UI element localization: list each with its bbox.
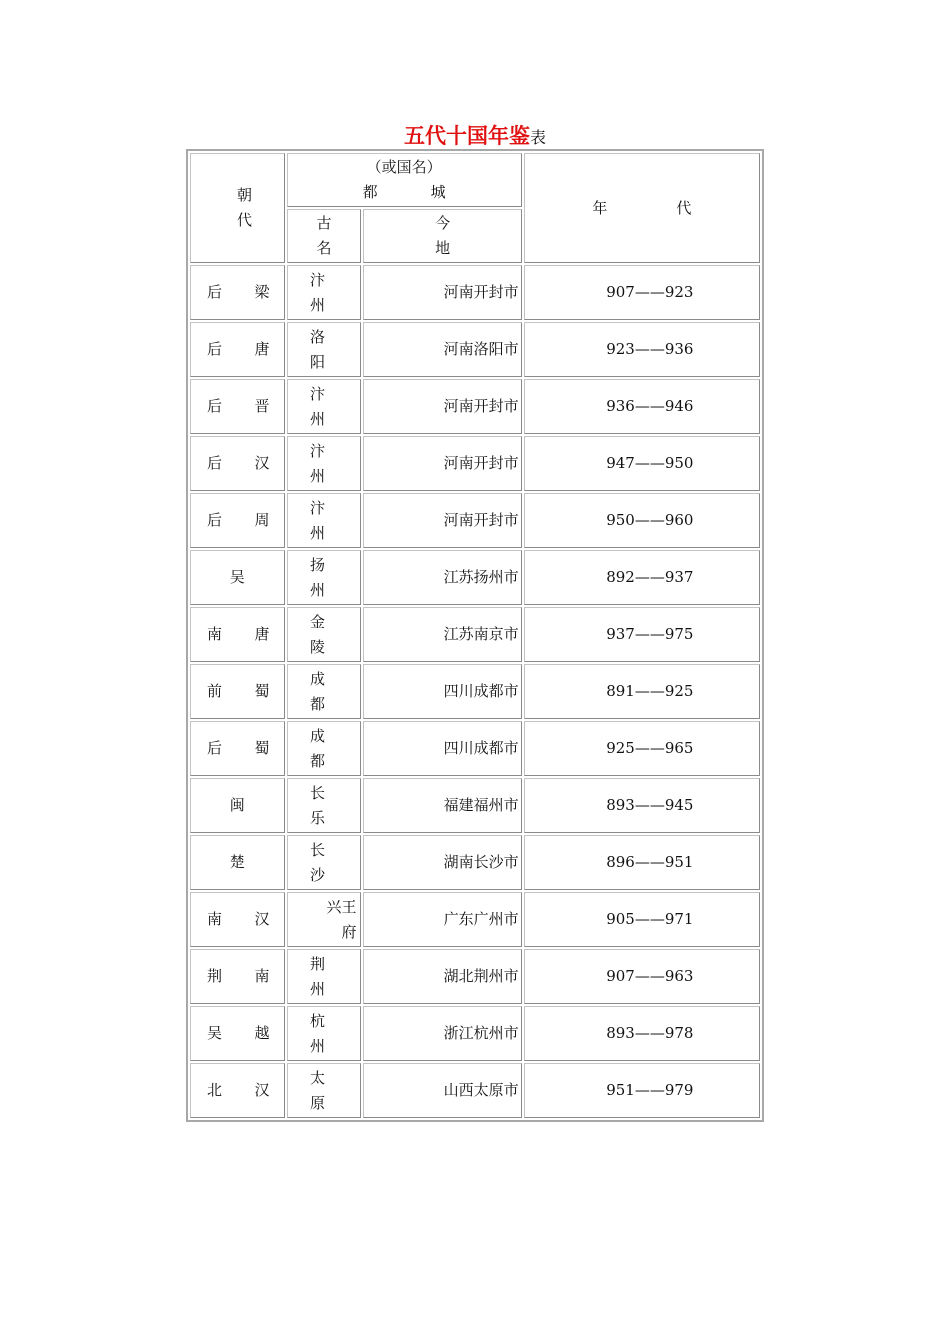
now-place-cell: 湖北荆州市	[363, 949, 521, 1004]
table-row	[190, 379, 760, 434]
dynasty-char: 越	[254, 1024, 270, 1042]
years-text: 947——950	[606, 454, 694, 472]
years-text: 891——925	[606, 682, 694, 700]
dynasty-char: 唐	[254, 340, 270, 358]
header-now-place	[363, 209, 521, 263]
header-now-place-char: 地	[435, 239, 451, 257]
header-capital-note: （或国名）	[366, 158, 442, 176]
dynasty-char: 汉	[254, 454, 270, 472]
now-place-cell: 山西太原市	[363, 1063, 521, 1118]
dynasty-cell	[190, 607, 285, 662]
old-name-text: 成都	[309, 726, 325, 770]
table-row	[190, 265, 760, 320]
dynasty-char: 后	[207, 454, 223, 472]
now-place-cell: 浙江杭州市	[363, 1006, 521, 1061]
table-row	[190, 1063, 760, 1118]
now-place-cell: 湖南长沙市	[363, 835, 521, 890]
years-cell	[524, 379, 760, 434]
old-name-text: 扬州	[309, 555, 325, 599]
years-cell	[524, 322, 760, 377]
years-cell	[524, 778, 760, 833]
dynasty-char: 汉	[254, 1081, 270, 1099]
table-row	[190, 664, 760, 719]
dynasty-cell	[190, 436, 285, 491]
dynasty-cell	[190, 493, 285, 548]
years-cell	[524, 721, 760, 776]
years-text: 937——975	[606, 625, 694, 643]
dynasty-cell	[190, 379, 285, 434]
now-place-cell: 河南洛阳市	[363, 322, 521, 377]
dynasty-char: 后	[207, 340, 223, 358]
years-text: 907——923	[606, 283, 694, 301]
old-name-text: 成都	[309, 669, 325, 713]
title-main: 五代十国年鉴	[403, 124, 530, 148]
header-year-char: 代	[676, 198, 692, 217]
dynasty-char: 蜀	[254, 739, 270, 757]
old-name-cell	[287, 664, 362, 719]
now-place-cell: 河南开封市	[363, 379, 521, 434]
now-place-cell: 四川成都市	[363, 721, 521, 776]
table-row	[190, 778, 760, 833]
table-row	[190, 721, 760, 776]
dynasty-cell	[190, 265, 285, 320]
years-cell	[524, 892, 760, 947]
dynasty-char: 前	[207, 682, 223, 700]
now-place-cell: 四川成都市	[363, 664, 521, 719]
header-dynasty	[190, 153, 285, 263]
old-name-cell	[287, 1063, 362, 1118]
old-name-cell	[287, 835, 362, 890]
now-place-cell: 福建福州市	[363, 778, 521, 833]
old-name-cell	[287, 1006, 362, 1061]
dynasty-cell	[190, 949, 285, 1004]
header-row	[190, 153, 760, 207]
table-row	[190, 322, 760, 377]
years-cell	[524, 1063, 760, 1118]
dynasty-char: 吴	[229, 568, 245, 586]
years-cell	[524, 1006, 760, 1061]
header-year-char: 年	[592, 198, 608, 217]
dynasty-char: 晋	[254, 397, 270, 415]
old-name-text: 汴州	[309, 498, 325, 542]
header-old-name-char: 古	[316, 214, 332, 232]
header-dynasty-char: 代	[237, 211, 253, 229]
dynasty-char: 南	[207, 910, 223, 928]
header-old-name-char: 名	[316, 239, 332, 257]
old-name-cell	[287, 379, 362, 434]
old-name-cell	[287, 721, 362, 776]
years-cell	[524, 265, 760, 320]
years-text: 936——946	[606, 397, 694, 415]
dynasty-char: 后	[207, 283, 223, 301]
years-cell	[524, 664, 760, 719]
old-name-text: 荆州	[309, 954, 325, 998]
title-suffix: 表	[529, 128, 546, 147]
dynasty-char: 周	[254, 511, 270, 529]
table-row	[190, 835, 760, 890]
header-dynasty-char: 朝	[237, 186, 253, 204]
now-place-cell: 河南开封市	[363, 436, 521, 491]
header-now-place-char: 今	[435, 214, 451, 232]
years-text: 905——971	[606, 910, 694, 928]
years-text: 893——945	[606, 796, 694, 814]
years-text: 896——951	[606, 853, 694, 871]
dynasty-char: 闽	[229, 796, 245, 814]
old-name-cell	[287, 493, 362, 548]
table-row	[190, 607, 760, 662]
years-text: 925——965	[606, 739, 694, 757]
years-text: 950——960	[606, 511, 694, 529]
now-place-cell: 河南开封市	[363, 493, 521, 548]
old-name-text: 汴州	[309, 441, 325, 485]
header-capital-char: 城	[430, 183, 446, 201]
table-row	[190, 892, 760, 947]
years-cell	[524, 607, 760, 662]
old-name-text: 长乐	[309, 783, 325, 827]
dynasty-char: 北	[207, 1081, 223, 1099]
dynasty-cell	[190, 1006, 285, 1061]
table-row	[190, 949, 760, 1004]
dynasty-char: 汉	[254, 910, 270, 928]
dynasty-cell	[190, 721, 285, 776]
old-name-cell	[287, 892, 362, 947]
years-text: 892——937	[606, 568, 694, 586]
dynasty-char: 南	[254, 967, 270, 985]
dynasty-char: 梁	[254, 283, 270, 301]
years-cell	[524, 835, 760, 890]
table-row	[190, 493, 760, 548]
old-name-text: 长沙	[309, 840, 325, 884]
old-name-cell	[287, 550, 362, 605]
dynasty-char: 南	[207, 625, 223, 643]
dynasty-char: 后	[207, 511, 223, 529]
years-cell	[524, 493, 760, 548]
table-row	[190, 1006, 760, 1061]
dynasty-char: 后	[207, 397, 223, 415]
years-cell	[524, 436, 760, 491]
old-name-cell	[287, 778, 362, 833]
years-text: 923——936	[606, 340, 694, 358]
years-text: 951——979	[606, 1081, 694, 1099]
table-row	[190, 436, 760, 491]
dynasty-cell	[190, 322, 285, 377]
old-name-cell	[287, 322, 362, 377]
dynasty-cell	[190, 892, 285, 947]
dynasty-char: 唐	[254, 625, 270, 643]
now-place-cell: 广东广州市	[363, 892, 521, 947]
dynasty-char: 楚	[229, 853, 245, 871]
years-cell	[524, 550, 760, 605]
page-title	[0, 122, 950, 152]
years-text: 907——963	[606, 967, 694, 985]
now-place-cell: 河南开封市	[363, 265, 521, 320]
dynasty-cell	[190, 1063, 285, 1118]
now-place-cell: 江苏扬州市	[363, 550, 521, 605]
old-name-cell	[287, 607, 362, 662]
dynasty-cell	[190, 550, 285, 605]
header-old-name	[287, 209, 362, 263]
dynasty-char: 荆	[207, 967, 223, 985]
old-name-text: 洛阳	[309, 327, 325, 371]
old-name-text: 汴州	[309, 270, 325, 314]
now-place-cell: 江苏南京市	[363, 607, 521, 662]
dynasty-char: 蜀	[254, 682, 270, 700]
dynasty-cell	[190, 778, 285, 833]
yearbook-table	[186, 149, 764, 1122]
dynasty-cell	[190, 664, 285, 719]
dynasty-cell	[190, 835, 285, 890]
header-capital-char: 都	[362, 183, 378, 201]
old-name-text: 汴州	[309, 384, 325, 428]
dynasty-char: 后	[207, 739, 223, 757]
old-name-text: 金陵	[309, 612, 325, 656]
years-text: 893——978	[606, 1024, 694, 1042]
header-year	[524, 153, 760, 263]
old-name-text: 杭州	[309, 1011, 325, 1055]
old-name-cell	[287, 265, 362, 320]
table-row	[190, 550, 760, 605]
old-name-text: 兴王府	[326, 897, 357, 941]
old-name-text: 太原	[309, 1068, 325, 1112]
old-name-cell	[287, 436, 362, 491]
header-capital	[287, 153, 522, 207]
dynasty-char: 吴	[207, 1024, 223, 1042]
old-name-cell	[287, 949, 362, 1004]
years-cell	[524, 949, 760, 1004]
